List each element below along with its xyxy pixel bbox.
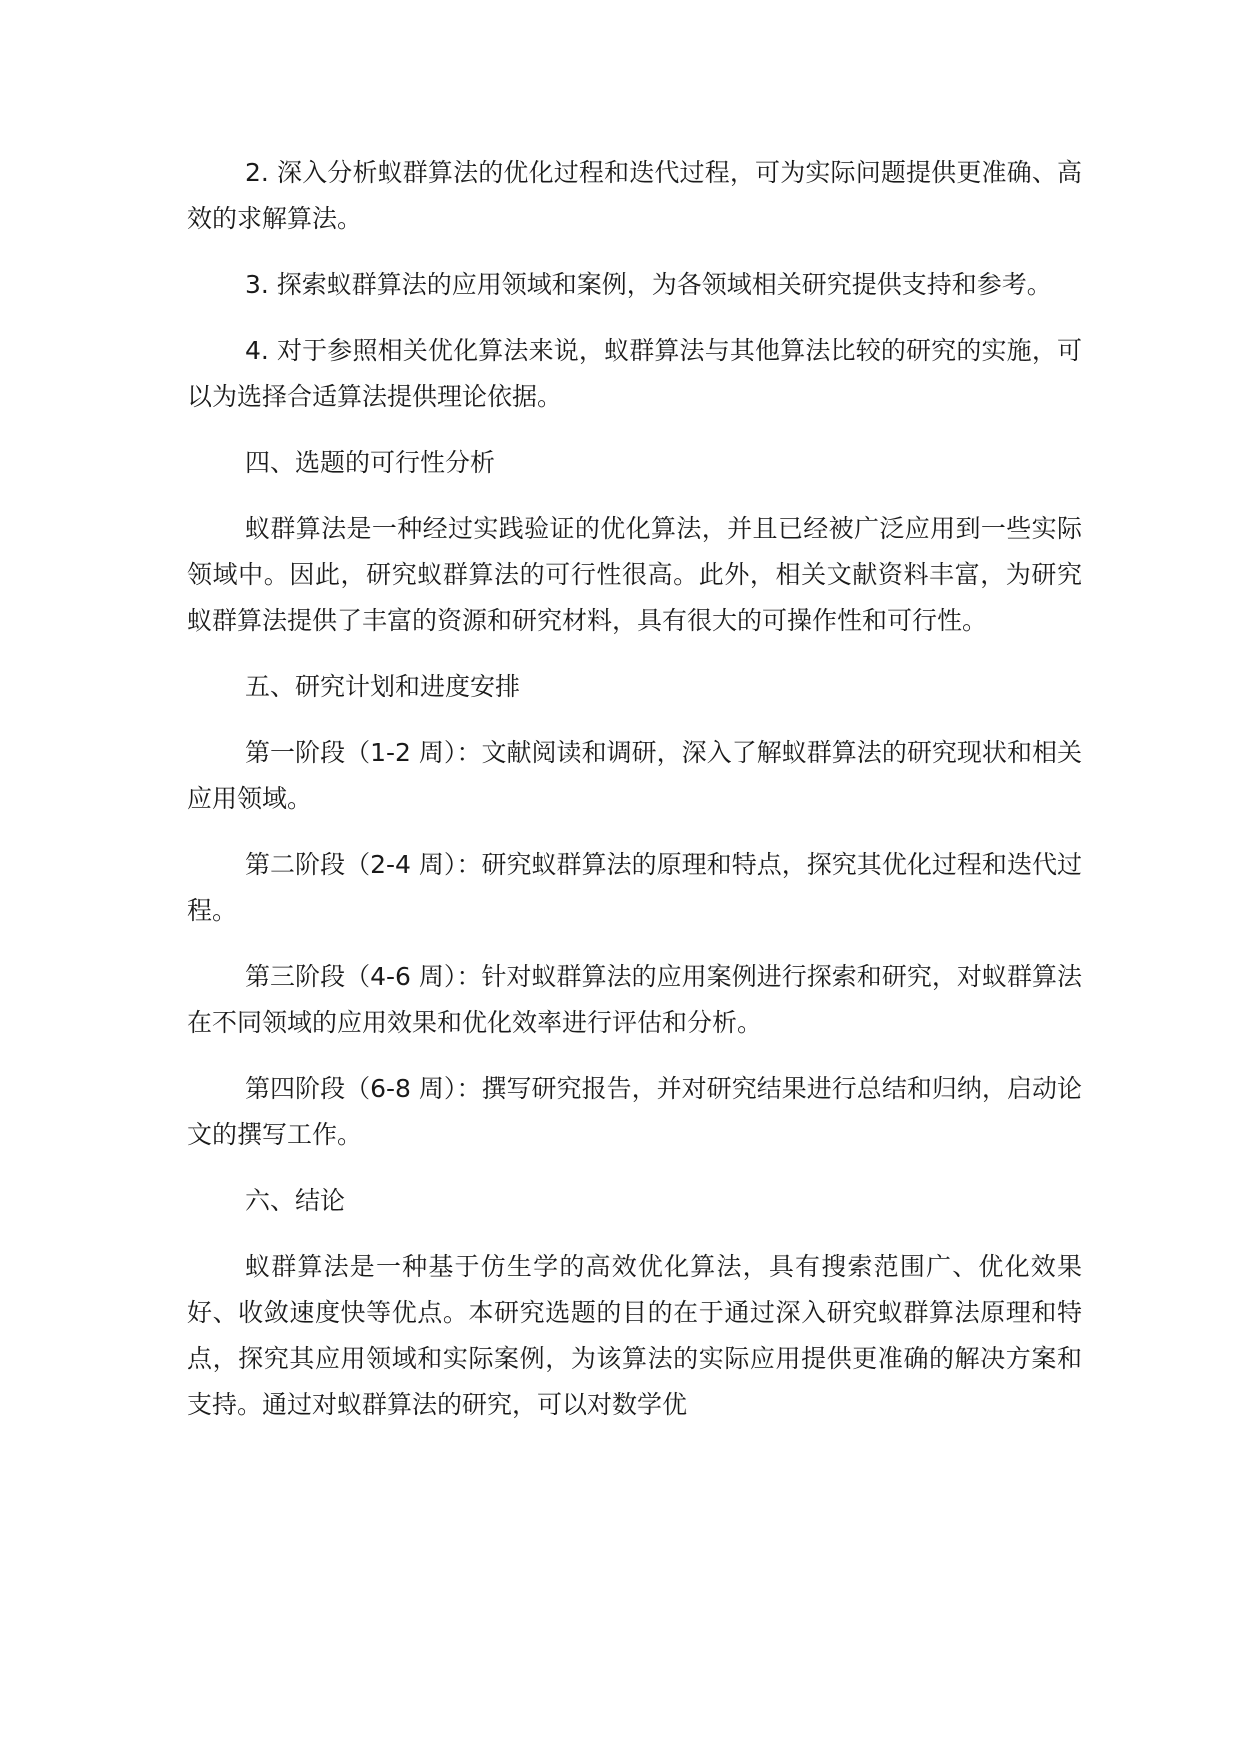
paragraph-stage-2: 第二阶段（2-4 周）：研究蚁群算法的原理和特点，探究其优化过程和迭代过程。	[187, 850, 1082, 925]
paragraph-stage-1: 第一阶段（1-2 周）：文献阅读和调研，深入了解蚁群算法的研究现状和相关应用领域。	[187, 738, 1082, 813]
paragraph-conclusion: 蚁群算法是一种基于仿生学的高效优化算法，具有搜索范围广、优化效果好、收敛速度快等优点。本研究选题的目的在于通过深入研究蚁群算法原理和特点，探究其应用领域和实际案例，为该算法的实际应用提供更准确的解决方案和支持。通过对蚁群算法的研究，可以对数学优	[187, 1252, 1082, 1419]
section-heading-conclusion: 六、结论	[245, 1186, 346, 1215]
document-body	[187, 150, 1082, 1448]
paragraph-objective-2: 2. 深入分析蚁群算法的优化过程和迭代过程，可为实际问题提供更准确、高效的求解算法。	[187, 158, 1082, 233]
paragraph-stage-4: 第四阶段（6-8 周）：撰写研究报告，并对研究结果进行总结和归纳，启动论文的撰写工作。	[187, 1074, 1082, 1149]
paragraph-feasibility: 蚁群算法是一种经过实践验证的优化算法，并且已经被广泛应用到一些实际领域中。因此，研究蚁群算法的可行性很高。此外，相关文献资料丰富，为研究蚁群算法提供了丰富的资源和研究材料，具有很大的可操作性和可行性。	[187, 514, 1082, 635]
paragraph-objective-3: 3. 探索蚁群算法的应用领域和案例，为各领域相关研究提供支持和参考。	[245, 270, 1052, 299]
section-heading-schedule: 五、研究计划和进度安排	[245, 672, 521, 701]
paragraph-stage-3: 第三阶段（4-6 周）：针对蚁群算法的应用案例进行探索和研究，对蚁群算法在不同领域的应用效果和优化效率进行评估和分析。	[187, 962, 1082, 1037]
paragraph-objective-4: 4. 对于参照相关优化算法来说，蚁群算法与其他算法比较的研究的实施，可以为选择合适算法提供理论依据。	[187, 336, 1082, 411]
section-heading-feasibility: 四、选题的可行性分析	[245, 448, 496, 477]
